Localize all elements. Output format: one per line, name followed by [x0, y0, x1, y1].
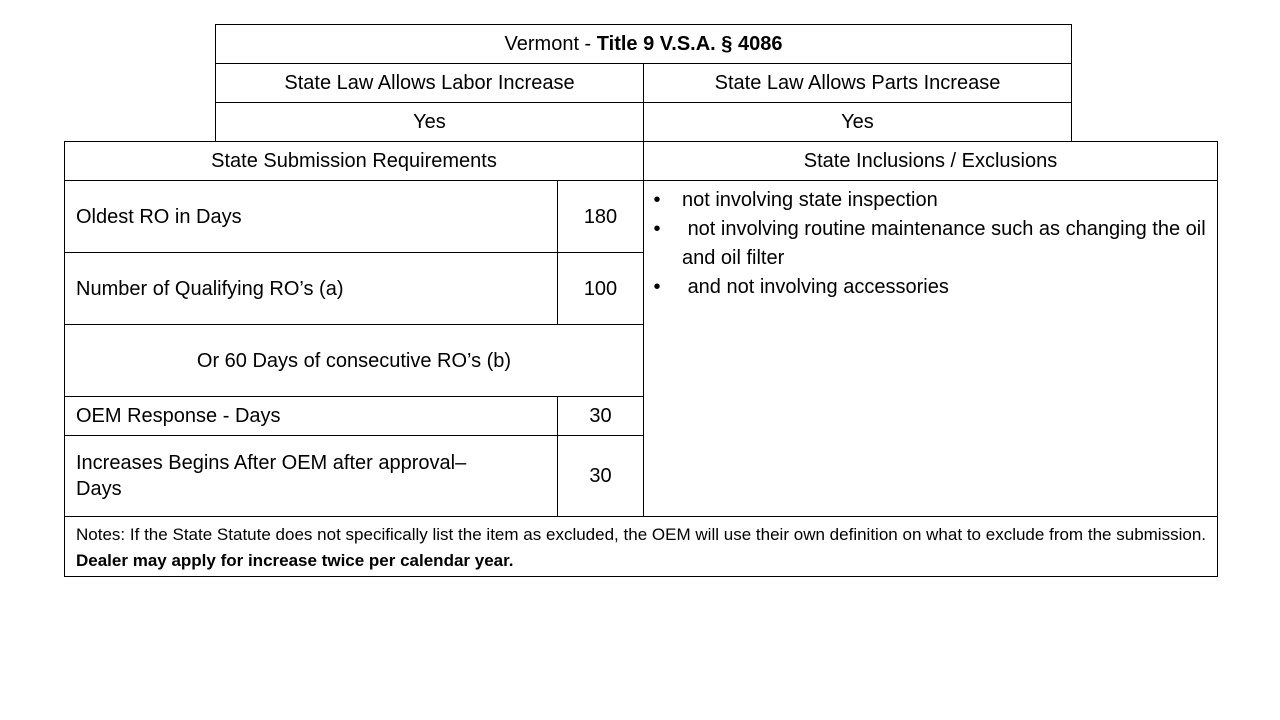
oem-response-label: OEM Response - Days [76, 405, 281, 427]
inclusions-list [650, 186, 1210, 302]
submission-requirements-header: State Submission Requirements [211, 150, 497, 172]
oem-response-value: 30 [589, 405, 612, 427]
notes-text: Notes: If the State Statute does not specifically list the item as excluded, the OEM will use their own definition on what to exclude from the submission. [76, 525, 1206, 544]
bullet-icon: • [653, 218, 661, 240]
state-name: Vermont - [504, 33, 597, 55]
increase-begins-label: Increases Begins After OEM after approval– Days [76, 452, 467, 500]
parts-increase-value: Yes [841, 111, 874, 133]
qualifying-ros-value: 100 [583, 277, 618, 300]
parts-increase-header: State Law Allows Parts Increase [714, 72, 1001, 94]
inclusion-text: and not involving accessories [682, 276, 949, 298]
labor-increase-value: Yes [413, 111, 446, 133]
table-border [1217, 141, 1218, 577]
inclusion-text: not involving state inspection [682, 189, 938, 211]
oldest-ro-value: 180 [583, 205, 618, 228]
list-item [650, 273, 1210, 302]
list-item [650, 186, 1210, 215]
bullet-icon: • [653, 189, 661, 211]
qualifying-ros-label: Number of Qualifying RO’s (a) [76, 277, 344, 300]
oldest-ro-label: Oldest RO in Days [76, 205, 242, 228]
bullet-icon: • [653, 276, 661, 298]
table-border [65, 576, 1218, 577]
table-border [1071, 24, 1072, 142]
notes-emphasis: Dealer may apply for increase twice per calendar year. [76, 551, 514, 570]
labor-increase-header: State Law Allows Labor Increase [284, 72, 575, 94]
page-title [216, 25, 1071, 63]
list-item [650, 215, 1210, 273]
inclusion-text: not involving routine maintenance such as changing the oil and oil filter [682, 218, 1212, 269]
consecutive-ros-label: Or 60 Days of consecutive RO’s (b) [196, 349, 512, 372]
notes [65, 517, 1217, 576]
statute-citation: Title 9 V.S.A. § 4086 [596, 33, 783, 55]
inclusions-exclusions-header: State Inclusions / Exclusions [803, 150, 1058, 172]
table-border [643, 141, 644, 517]
increase-begins-value: 30 [589, 465, 612, 487]
